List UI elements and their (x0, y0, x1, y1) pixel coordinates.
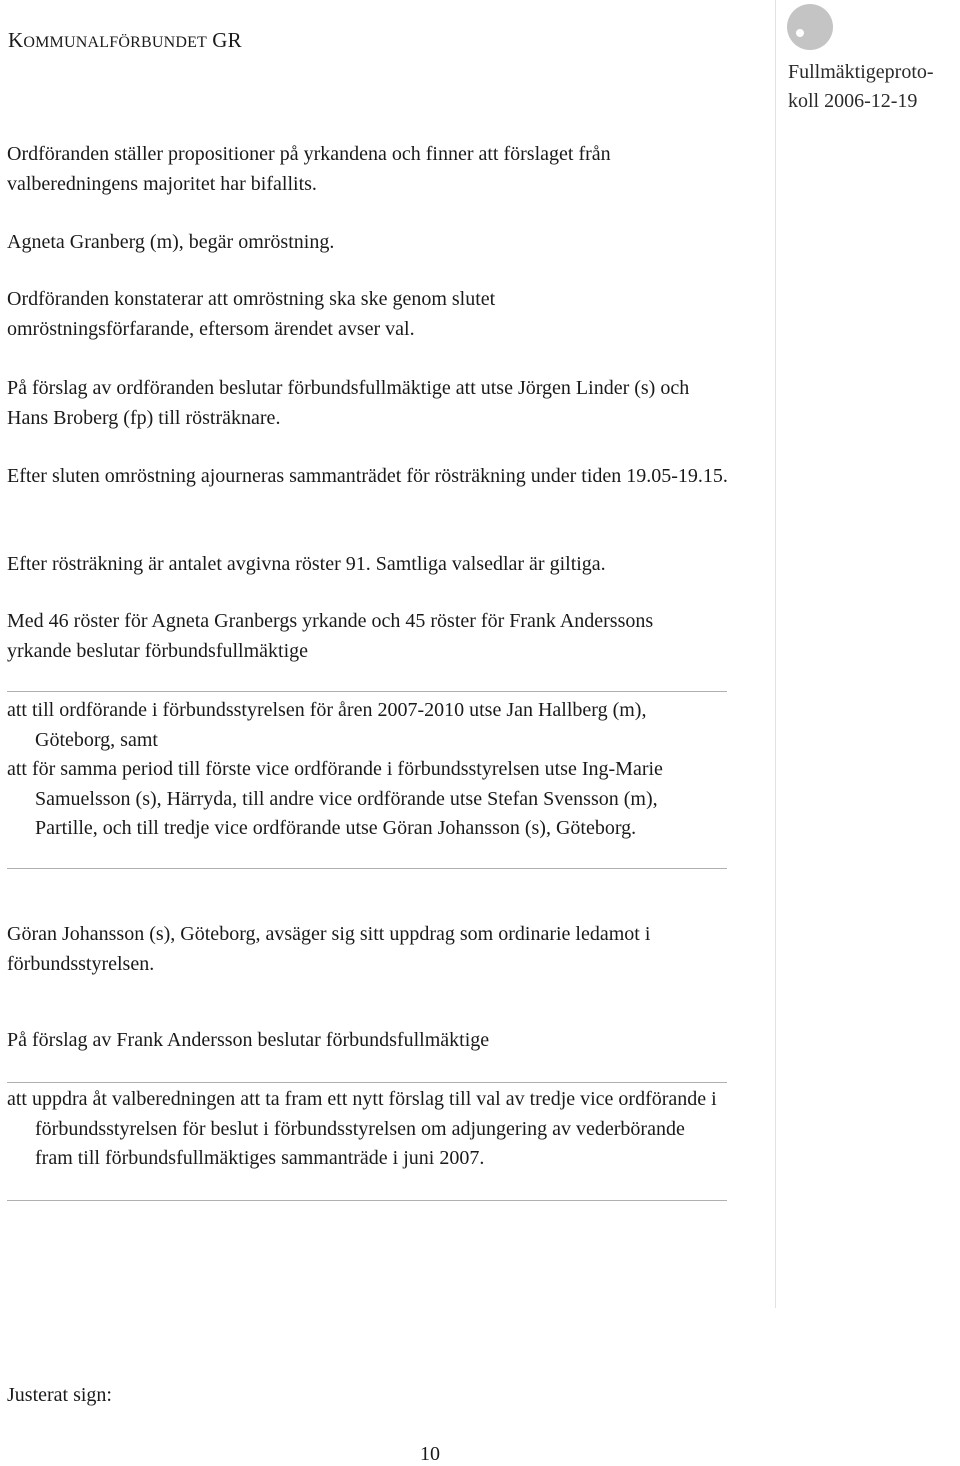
decision-new-proposal: att uppdra åt valberedningen att ta fram ett nytt förslag till val av tredje vice ordförande i förbundsstyrelsen för beslut i förbundsstyrelsen om adjungering av vederbörande fram till förbundsfullmäktiges sammanträde i juni 2007. (7, 1088, 717, 1169)
decision-block-nomination (7, 1085, 727, 1174)
paragraph-closed-vote: Ordföranden konstaterar att omröstning ska ske genom slutet omröstningsförfarande, eftersom ärendet avser val. (7, 288, 496, 340)
decision2-rule-top (7, 1082, 727, 1083)
protocol-line-2: koll 2006-12-19 (788, 90, 918, 112)
paragraph-vote-result: Med 46 röster för Agneta Granbergs yrkande och 45 röster för Frank Anderssons yrkande beslutar förbundsfullmäktige (7, 610, 654, 662)
logo-dot (796, 29, 804, 37)
organization-name (8, 28, 242, 53)
paragraph-adjournment: Efter sluten omröstning ajourneras sammanträdet för rösträkning under tiden 19.05-19.15. (7, 465, 728, 487)
org-initial: K (8, 28, 24, 52)
decision-rule-top (7, 691, 727, 692)
paragraph-proposition: Ordföranden ställer propositioner på yrkandena och finner att förslaget från valberedningens majoritet har bifallits. (7, 143, 611, 195)
org-suffix: GR (212, 28, 242, 52)
paragraph-vote-request: Agneta Granberg (m), begär omröstning. (7, 231, 335, 253)
signature-label: Justerat sign: (7, 1384, 112, 1406)
decision-rule-bottom (7, 868, 727, 869)
protocol-line-1: Fullmäktigeproto- (788, 61, 934, 83)
paragraph-vote-count: Efter rösträkning är antalet avgivna röster 91. Samtliga valsedlar är giltiga. (7, 553, 606, 575)
paragraph-counters: På förslag av ordföranden beslutar förbundsfullmäktige att utse Jörgen Linder (s) och Hans Broberg (fp) till rösträknare. (7, 377, 690, 429)
org-rest: OMMUNALFÖRBUNDET (23, 34, 208, 51)
gr-logo-icon (787, 4, 833, 50)
page-number: 10 (420, 1443, 440, 1465)
margin-divider (775, 0, 776, 1308)
paragraph-resignation: Göran Johansson (s), Göteborg, avsäger sig sitt uppdrag som ordinarie ledamot i förbundsstyrelsen. (7, 923, 651, 975)
decision-chair: att till ordförande i förbundsstyrelsen för åren 2007-2010 utse Jan Hallberg (m), Göteborg, samt (7, 699, 647, 751)
decision-vice-chairs: att för samma period till förste vice ordförande i förbundsstyrelsen utse Ing-Marie Samuelsson (s), Härryda, till andre vice ordförande utse Stefan Svensson (m), Partille, och till tredje vice ordförande utse Göran Johansson (s), Göteborg. (7, 758, 663, 839)
decision2-rule-bottom (7, 1200, 727, 1201)
protocol-date (788, 58, 934, 116)
paragraph-proposal-andersson: På förslag av Frank Andersson beslutar förbundsfullmäktige (7, 1029, 490, 1051)
decision-block-election (7, 696, 722, 844)
